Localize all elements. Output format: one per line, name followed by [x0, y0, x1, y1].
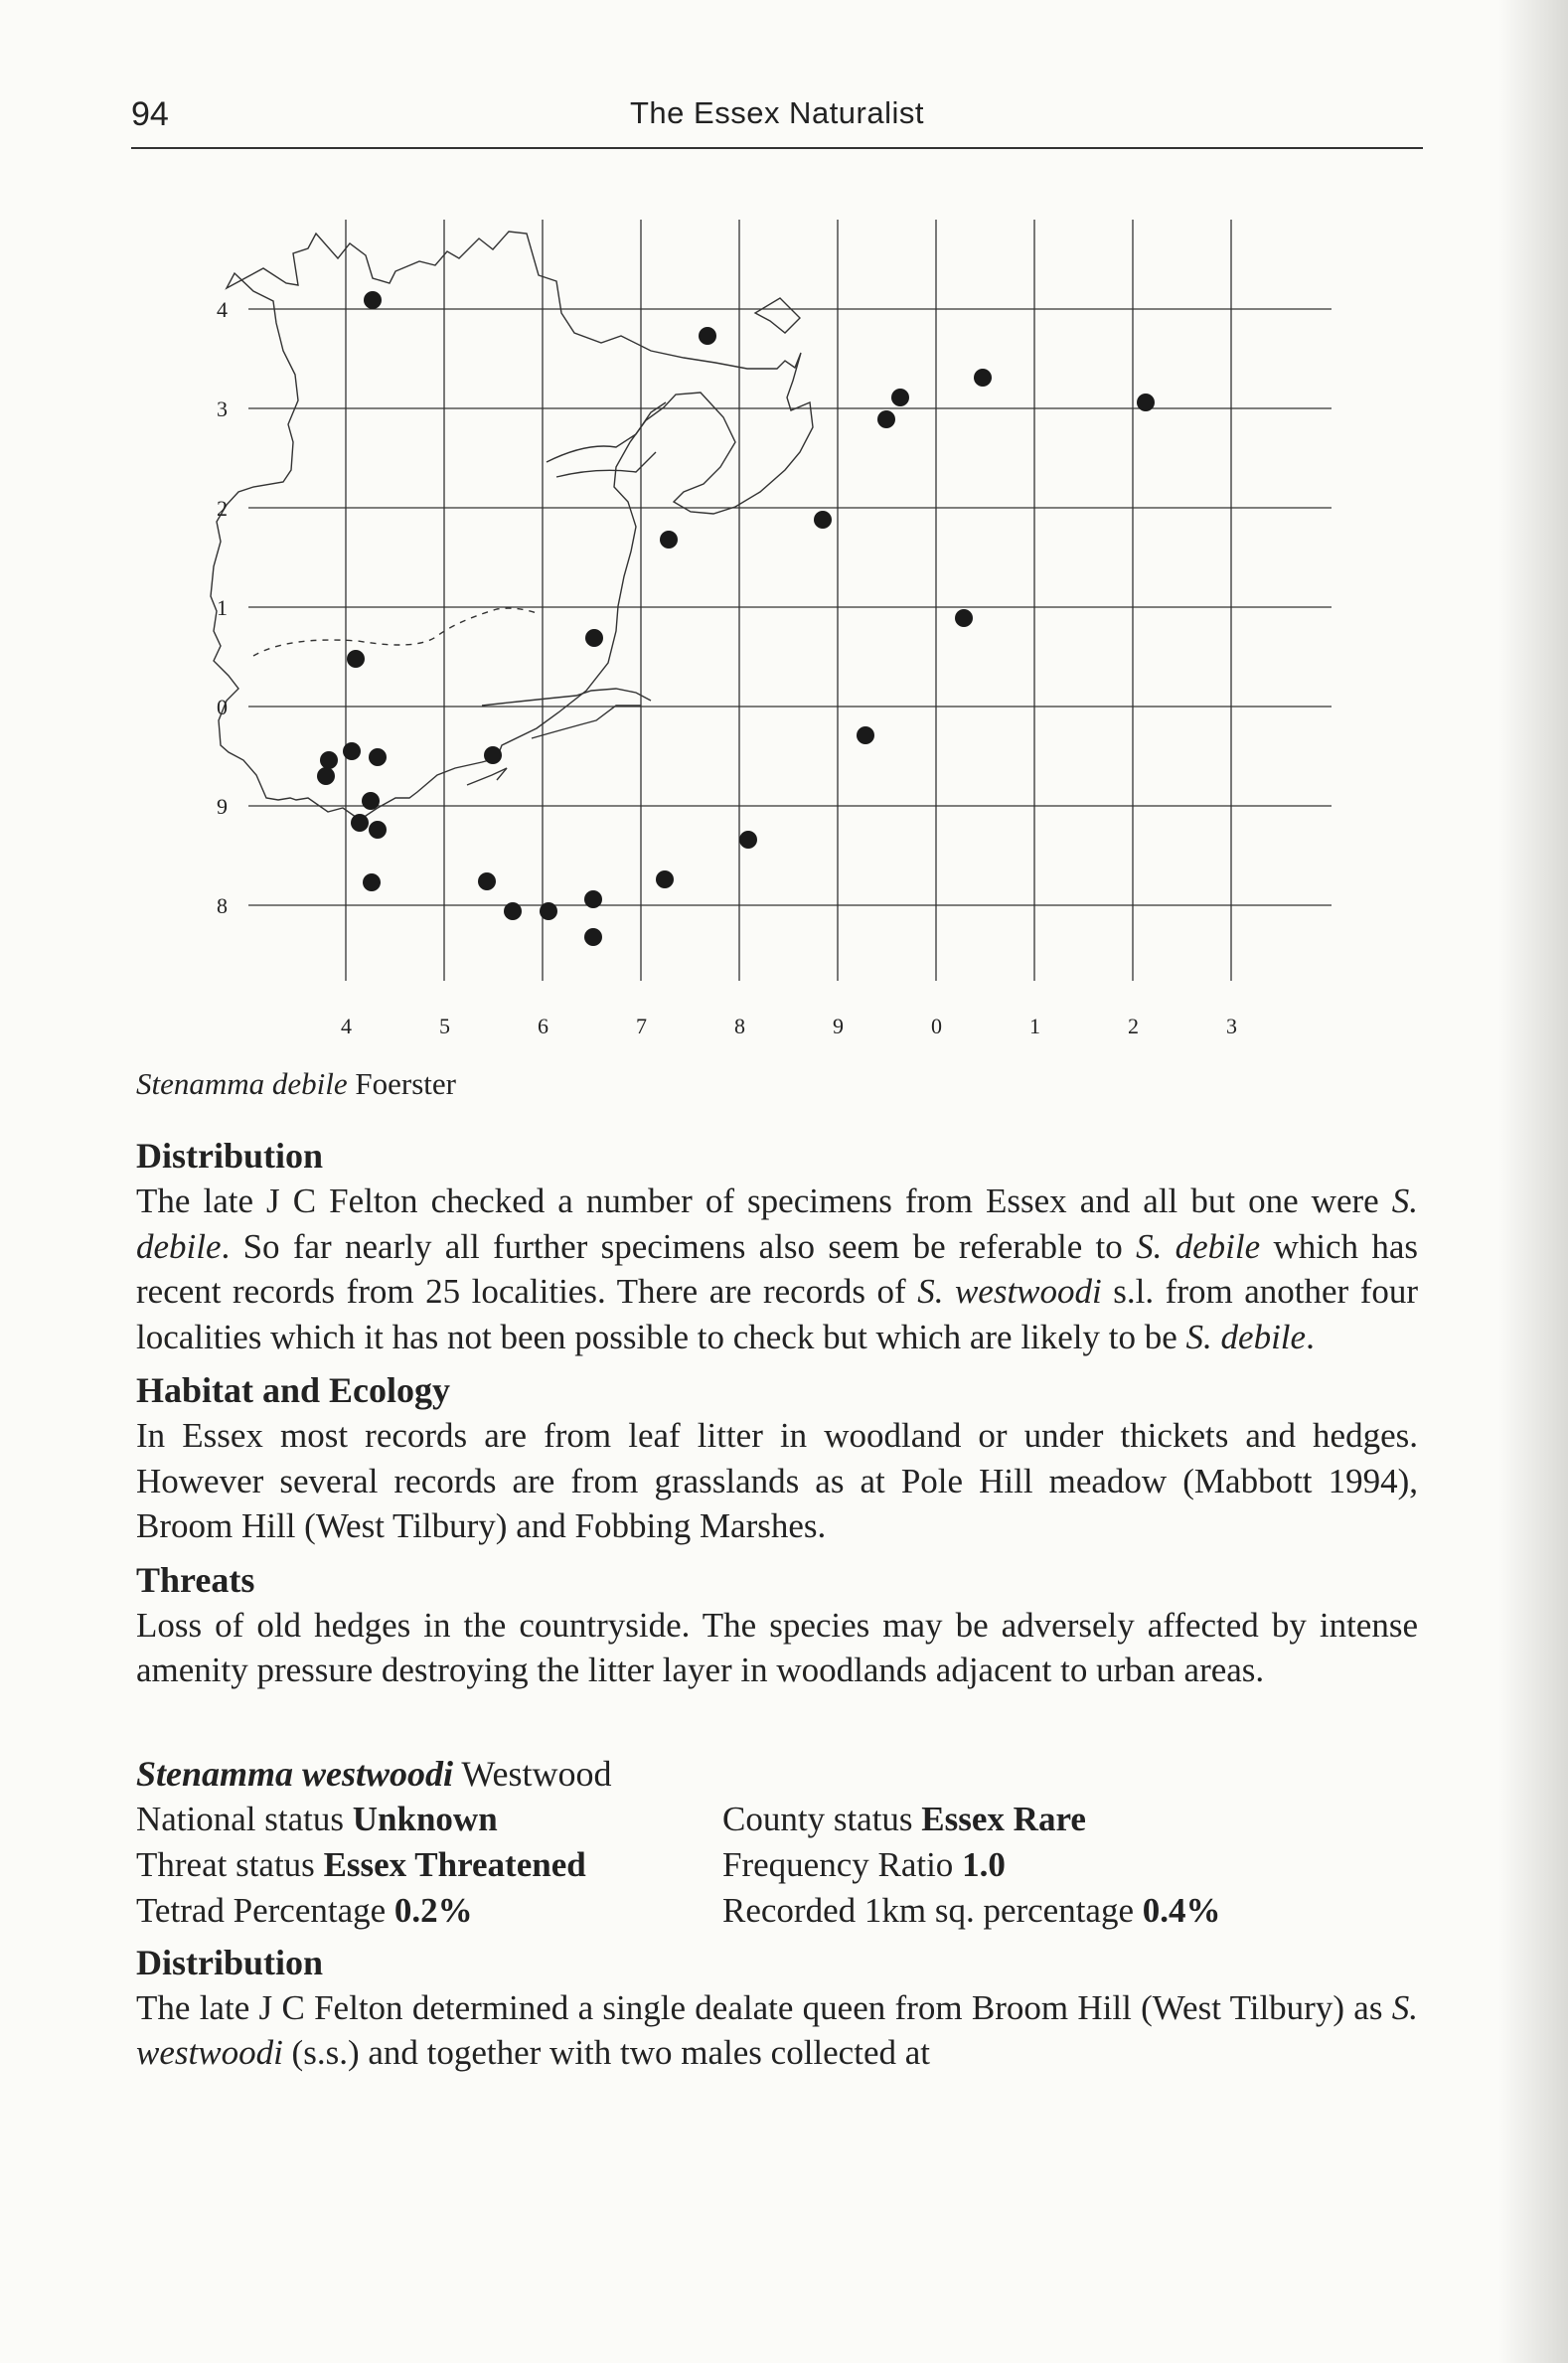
value: 0.2% — [393, 1890, 473, 1930]
record-dot — [699, 327, 716, 345]
record-dot — [974, 369, 992, 387]
label: County status — [722, 1799, 922, 1838]
estuary-crouch — [482, 689, 651, 738]
y-tick-label: 1 — [217, 595, 228, 620]
coast-detail — [755, 298, 800, 333]
record-dot — [955, 609, 973, 627]
species-author: Westwood — [453, 1753, 612, 1794]
caption-author: Foerster — [347, 1066, 456, 1101]
page-edge-shadow — [1498, 0, 1568, 2363]
record-dot — [362, 792, 380, 810]
y-tick-label: 0 — [217, 695, 228, 719]
record-dot — [540, 902, 557, 920]
y-tick-label: 9 — [217, 794, 228, 819]
text-run: s.l. from another four localities which it has not been possible to check but which are likely to be — [136, 1272, 1419, 1356]
status-table — [136, 1797, 1418, 1934]
record-dot — [364, 291, 382, 309]
value: Essex Rare — [921, 1799, 1086, 1838]
journal-title: The Essex Naturalist — [630, 95, 924, 130]
text-run: . — [1306, 1317, 1315, 1356]
paragraph-distribution — [136, 1179, 1418, 1359]
label: Frequency Ratio — [722, 1844, 963, 1884]
x-tick-label: 2 — [1128, 1014, 1139, 1038]
record-dot — [877, 410, 895, 428]
value: 0.4% — [1142, 1890, 1221, 1930]
frequency-ratio — [722, 1842, 1418, 1888]
record-dot — [484, 746, 502, 764]
paragraph-distribution-westwoodi — [136, 1985, 1418, 2076]
record-dot — [369, 821, 387, 839]
value: Essex Threatened — [323, 1844, 586, 1884]
species-name: Stenamma westwoodi — [136, 1753, 454, 1794]
x-tick-label: 6 — [538, 1014, 549, 1038]
tetrad-percentage — [136, 1888, 722, 1934]
section-heading-habitat: Habitat and Ecology — [136, 1370, 451, 1410]
record-dot — [320, 751, 338, 769]
record-dot — [317, 767, 335, 785]
distribution-map — [199, 204, 1351, 1058]
label: National status — [136, 1799, 353, 1838]
record-dot — [814, 511, 832, 529]
record-dot — [478, 872, 496, 890]
x-tick-label: 5 — [439, 1014, 450, 1038]
x-tick-label: 7 — [636, 1014, 647, 1038]
record-dot — [347, 650, 365, 668]
value: 1.0 — [962, 1844, 1006, 1884]
article-body — [136, 1133, 1418, 2084]
species-heading-westwoodi — [136, 1751, 1418, 1797]
record-dot — [584, 928, 602, 946]
text-run: The late J C Felton checked a number of specimens from Essex and all but one were — [136, 1182, 1392, 1220]
text-run: The late J C Felton determined a single dealate queen from Broom Hill (West Tilbury) as — [136, 1987, 1392, 2027]
running-head — [131, 87, 1423, 149]
record-dot — [343, 742, 361, 760]
label: Threat status — [136, 1844, 324, 1884]
label: Recorded 1km sq. percentage — [722, 1890, 1143, 1930]
value: Unknown — [352, 1799, 498, 1838]
label: Tetrad Percentage — [136, 1890, 394, 1930]
map-caption — [136, 1066, 456, 1102]
y-tick-label: 8 — [217, 893, 228, 918]
text-run: . So far nearly all further specimens also seem be referable to — [221, 1226, 1137, 1266]
record-dot — [660, 531, 678, 549]
x-tick-label: 0 — [931, 1014, 942, 1038]
y-tick-label: 4 — [217, 297, 228, 322]
italic-species: S. debile — [136, 1182, 1418, 1266]
record-dot — [584, 890, 602, 908]
section-heading-threats: Threats — [136, 1559, 255, 1600]
threat-status — [136, 1842, 722, 1888]
caption-species: Stenamma debile — [136, 1066, 348, 1101]
page-number: 94 — [131, 95, 169, 133]
london-boundary — [253, 608, 537, 656]
x-tick-label: 4 — [341, 1014, 352, 1038]
record-dot — [1137, 394, 1155, 411]
italic-species: S. westwoodi — [917, 1272, 1102, 1311]
thames-marsh — [467, 768, 507, 785]
x-tick-label: 9 — [833, 1014, 844, 1038]
record-dot — [369, 748, 387, 766]
record-dot — [656, 870, 674, 888]
paragraph-threats: Loss of old hedges in the countryside. The species may be adversely affected by intense amenity pressure destroying the litter layer in woodlands adjacent to urban areas. — [136, 1605, 1418, 1689]
section-heading-distribution: Distribution — [136, 1136, 324, 1176]
county-boundary — [211, 232, 813, 820]
record-dot — [504, 902, 522, 920]
national-status — [136, 1797, 722, 1842]
x-tick-label: 3 — [1226, 1014, 1237, 1038]
record-dot — [891, 389, 909, 406]
y-tick-label: 2 — [217, 496, 228, 521]
km-percentage — [722, 1888, 1418, 1934]
record-dot — [857, 726, 874, 744]
italic-species: S. debile — [1185, 1317, 1307, 1356]
record-dot — [363, 873, 381, 891]
x-tick-label: 8 — [734, 1014, 745, 1038]
text-run: (s.s.) and together with two males collected at — [282, 2033, 930, 2072]
section-heading-distribution-westwoodi: Distribution — [136, 1942, 324, 1982]
italic-species: S. westwoodi — [136, 1987, 1418, 2072]
x-tick-label: 1 — [1029, 1014, 1040, 1038]
county-status — [722, 1797, 1418, 1842]
record-dot — [351, 814, 369, 832]
italic-species: S. debile — [1136, 1226, 1261, 1266]
paragraph-habitat: In Essex most records are from leaf litter in woodland or under thickets and hedges. However several records are from grasslands as at Pole Hill meadow (Mabbott 1994), Broom Hill (West Tilbury) and Fobbing Marshes. — [136, 1416, 1418, 1545]
estuary-blackwater — [547, 402, 666, 477]
text-run: which has recent records from 25 localities. There are records of — [136, 1226, 1418, 1311]
y-tick-label: 3 — [217, 396, 228, 421]
record-dot — [739, 831, 757, 849]
record-dot — [585, 629, 603, 647]
